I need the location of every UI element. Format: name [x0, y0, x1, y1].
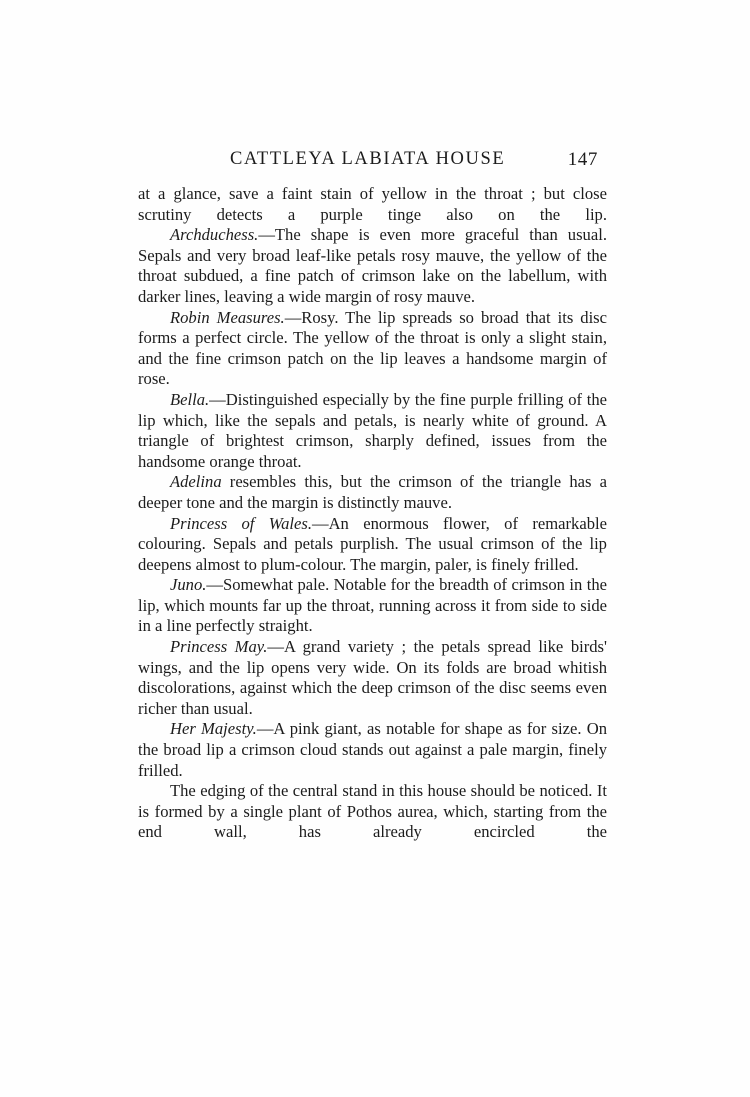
variety-name: Princess May.	[170, 637, 268, 657]
paragraph-archduchess: Archduchess.—The shape is even more graceful than usual. Sepals and very broad leaf-like petals rosy mauve, the yellow of the throat subdued, a fine patch of crimson lake on the labellum, with darker lines, leaving a wide margin of rosy mauve.	[138, 225, 608, 306]
paragraph-bella: Bella.—Distinguished especially by the fine purple frilling of the lip which, like the sepals and petals, is nearly white of ground. A triangle of brightest crimson, sharply defined, issues from the handsome orange throat.	[138, 389, 607, 471]
variety-name: Robin Measures.	[170, 307, 285, 327]
variety-name: Archduchess.	[170, 225, 259, 245]
running-head	[138, 146, 608, 172]
variety-name: Juno.	[170, 575, 207, 595]
paragraph-central-stand: The edging of the central stand in this house should be noticed. It is formed by a single plant of Pothos aurea, which, starting from the end wall, has already encircled the	[138, 781, 608, 842]
page-number: 147	[567, 149, 598, 170]
variety-name: Bella.	[170, 389, 210, 409]
paragraph-adelina: Adelina resembles this, but the crimson of the triangle has a deeper tone and the margin is distinctly mauve.	[138, 472, 607, 512]
variety-name: Her Majesty.	[170, 719, 257, 739]
body-text	[138, 184, 607, 843]
paragraph-princess-of-wales: Princess of Wales.—An enormous flower, of remarkable colouring. Sepals and petals purplish. The usual crimson of the lip deepens almost to plum-colour. The margin, paler, is finely frilled.	[138, 513, 607, 574]
paragraph-juno: Juno.—Somewhat pale. Notable for the breadth of crimson in the lip, which mounts far up the throat, running across it from side to side in a line perfectly straight.	[138, 575, 607, 636]
variety-name: Adelina	[170, 472, 222, 492]
paragraph-robin-measures: Robin Measures.—Rosy. The lip spreads so broad that its disc forms a perfect circle. The yellow of the throat is only a slight stain, and the fine crimson patch on the lip leaves a handsome margin of rose.	[138, 307, 608, 389]
paragraph-continuation: at a glance, save a faint stain of yellow in the throat ; but close scrutiny detects a purple tinge also on the lip.	[138, 184, 607, 224]
paragraph-her-majesty: Her Majesty.—A pink giant, as notable for shape as for size. On the broad lip a crimson cloud stands out against a pale margin, finely frilled.	[138, 719, 607, 780]
variety-name: Princess of Wales.	[170, 513, 312, 533]
running-title: CATTLEYA LABIATA HOUSE	[230, 149, 506, 169]
paragraph-princess-may: Princess May.—A grand variety ; the petals spread like birds' wings, and the lip opens very wide. On its folds are broad whitish discolorations, against which the deep crimson of the disc seems even richer than usual.	[138, 637, 608, 718]
